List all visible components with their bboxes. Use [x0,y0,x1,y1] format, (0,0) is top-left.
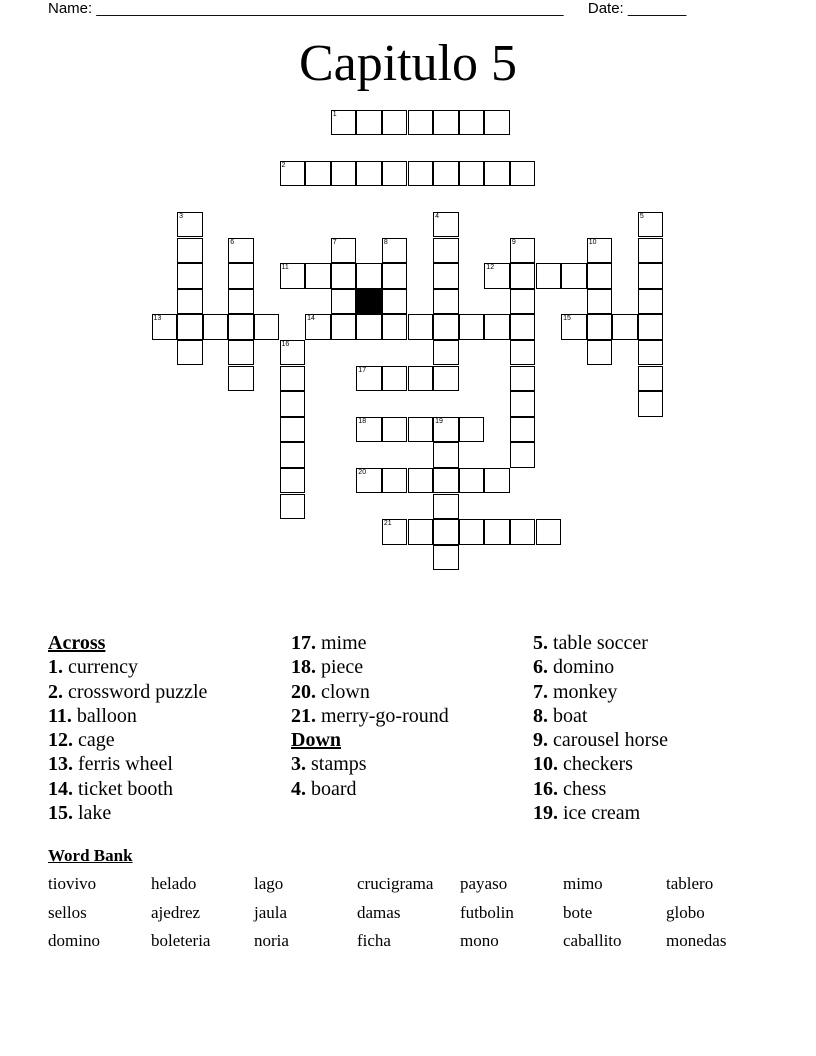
grid-cell[interactable] [177,340,203,366]
grid-cell[interactable] [177,263,203,289]
clue-number: 7. [533,680,548,703]
word-bank-word: mimo [563,874,603,893]
clue [291,704,449,728]
clue-text: merry-go-round [316,704,449,727]
clue-number: 6. [533,656,548,679]
grid-cell[interactable] [408,161,434,187]
clue-number: 4 [435,212,439,220]
clue-text: domino [548,656,615,679]
clue-number: 3 [179,212,183,220]
grid-cell[interactable] [484,110,510,136]
grid-cell[interactable] [510,340,536,366]
grid-cell[interactable] [433,366,459,392]
grid-cell[interactable] [433,417,459,443]
clue-text: monkey [548,680,618,703]
grid-cell[interactable] [203,314,229,340]
grid-cell[interactable] [356,468,382,494]
clue [533,704,668,728]
grid-cell[interactable] [459,417,485,443]
grid-cell[interactable] [433,340,459,366]
clue [533,801,668,825]
black-cell [356,289,382,315]
grid-cell[interactable] [484,314,510,340]
word-bank [48,874,768,960]
grid-cell[interactable] [177,212,203,238]
grid-cell[interactable] [484,263,510,289]
word-bank-word: noria [254,931,289,950]
grid-cell[interactable] [510,161,536,187]
clue-number: 1 [332,110,337,118]
grid-cell[interactable] [536,263,562,289]
clue-number: 11 [281,264,289,272]
grid-cell[interactable] [433,263,459,289]
grid-cell[interactable] [228,263,254,289]
clue-number: 8. [533,704,548,727]
grid-cell[interactable] [638,366,664,392]
clue-number: 11. [48,704,72,727]
clue-text: balloon [71,704,137,727]
word-bank-word: globo [666,902,705,922]
clue [291,680,449,704]
clue-text: crossword puzzle [63,680,208,703]
grid-cell[interactable] [382,366,408,392]
clue [48,655,207,679]
clue-number: 20 [358,468,367,476]
clue-number: 5. [533,632,548,654]
grid-cell[interactable] [510,442,536,468]
grid-cell[interactable] [177,289,203,315]
clue-column-2 [291,631,449,801]
clue-number: 19 [435,417,443,425]
clue-text: ferris wheel [73,753,173,776]
grid-cell[interactable] [177,238,203,264]
grid-cell[interactable] [152,314,178,340]
clue-number: 7 [332,238,337,246]
clue [533,752,668,776]
grid-cell[interactable] [638,212,664,238]
clue-number: 21. [291,704,316,727]
grid-cell[interactable] [587,263,613,289]
grid-cell[interactable] [561,314,587,340]
grid-cell[interactable] [280,468,306,494]
clue-column-1 [48,631,207,825]
grid-cell[interactable] [331,314,357,340]
clue-text: cage [73,729,115,752]
grid-cell[interactable] [382,519,408,545]
grid-cell[interactable] [484,519,510,545]
grid-cell[interactable] [382,417,408,443]
grid-cell[interactable] [408,110,434,136]
word-bank-row [48,903,768,932]
word-bank-word: monedas [666,931,727,950]
clue-number: 17. [291,632,316,654]
grid-cell[interactable] [510,391,536,417]
word-bank-word: caballito [563,931,622,950]
word-bank-word: boleteria [151,931,211,950]
grid-cell[interactable] [408,417,434,443]
grid-cell[interactable] [382,289,408,315]
clue-text: piece [316,656,364,679]
grid-cell[interactable] [561,263,587,289]
grid-cell[interactable] [433,212,459,238]
clue-text: carousel horse [548,729,668,752]
grid-cell[interactable] [356,417,382,443]
date-blank[interactable]: _______ [627,0,687,17]
clue [48,680,207,704]
grid-cell[interactable] [228,289,254,315]
grid-cell[interactable] [484,468,510,494]
grid-cell[interactable] [638,391,664,417]
grid-cell[interactable] [356,366,382,392]
word-bank-word: tiovivo [48,874,97,893]
word-bank-word: ajedrez [151,902,201,922]
word-bank-word: helado [151,874,197,893]
grid-cell[interactable] [280,340,306,366]
grid-cell[interactable] [459,468,485,494]
grid-cell[interactable] [433,494,459,520]
clue [291,655,449,679]
grid-cell[interactable] [408,314,434,340]
grid-cell[interactable] [433,519,459,545]
grid-cell[interactable] [433,545,459,571]
clue-number: 15. [48,802,73,825]
grid-cell[interactable] [382,161,408,187]
grid-cell[interactable] [280,366,306,392]
clue-text: table soccer [548,632,648,654]
grid-cell[interactable] [510,263,536,289]
grid-cell[interactable] [484,161,510,187]
clue-number: 14 [307,315,315,323]
word-bank-word: ficha [357,931,391,950]
grid-cell[interactable] [587,314,613,340]
grid-cell[interactable] [433,161,459,187]
grid-cell[interactable] [331,289,357,315]
clue-text: mime [316,632,367,654]
grid-cell[interactable] [228,340,254,366]
word-bank-row [48,874,768,903]
word-bank-word: bote [563,902,593,922]
clue [48,752,207,776]
grid-cell[interactable] [228,314,254,340]
grid-cell[interactable] [280,442,306,468]
clue-number: 16 [281,340,290,348]
clue-number: 12. [48,729,73,752]
grid-cell[interactable] [280,417,306,443]
page-title: Capitulo 5 [298,35,518,92]
grid-cell[interactable] [536,519,562,545]
clue-number: 4. [291,777,306,800]
clue-number: 10. [533,753,558,776]
grid-cell[interactable] [280,161,306,187]
clue-text: currency [63,656,138,679]
name-label: Name: [48,0,93,17]
grid-cell[interactable] [587,289,613,315]
grid-cell[interactable] [280,263,306,289]
grid-cell[interactable] [510,519,536,545]
clue-number: 13. [48,753,73,776]
down-heading: Down [291,729,342,752]
clue-number: 12 [486,264,495,272]
grid-cell[interactable] [305,161,331,187]
clue [291,631,449,655]
grid-cell[interactable] [638,314,664,340]
grid-cell[interactable] [510,238,536,264]
across-heading: Across [48,632,106,654]
grid-cell[interactable] [382,314,408,340]
grid-cell[interactable] [638,340,664,366]
grid-cell[interactable] [356,110,382,136]
clue-text: lake [73,802,112,825]
clue-text: ticket booth [73,777,173,800]
grid-cell[interactable] [433,238,459,264]
grid-cell[interactable] [331,238,357,264]
grid-cell[interactable] [356,314,382,340]
clue [533,680,668,704]
clue-text: board [306,777,357,800]
word-bank-word: crucigrama [357,874,434,893]
grid-cell[interactable] [382,110,408,136]
word-bank-word: domino [48,931,100,950]
grid-cell[interactable] [382,468,408,494]
clue-number: 14. [48,777,73,800]
clue [533,655,668,679]
word-bank-word: lago [254,874,284,893]
grid-cell[interactable] [382,263,408,289]
clue-text: ice cream [558,802,641,825]
clue-text: clown [316,680,370,703]
clue-column-3 [533,631,668,825]
grid-cell[interactable] [433,468,459,494]
grid-cell[interactable] [510,366,536,392]
grid-cell[interactable] [638,263,664,289]
grid-cell[interactable] [280,494,306,520]
grid-cell[interactable] [305,263,331,289]
grid-cell[interactable] [459,519,485,545]
clue [48,704,207,728]
grid-cell[interactable] [433,442,459,468]
clue [533,777,668,801]
grid-cell[interactable] [433,289,459,315]
clue [48,728,207,752]
clue-number: 16. [533,777,558,800]
grid-cell[interactable] [459,110,485,136]
grid-cell[interactable] [177,314,203,340]
word-bank-word: jaula [254,902,288,922]
word-bank-word: sellos [48,902,87,922]
grid-cell[interactable] [433,110,459,136]
grid-cell[interactable] [510,289,536,315]
grid-cell[interactable] [228,238,254,264]
clue-number: 15 [563,315,571,323]
clue [291,777,449,801]
grid-cell[interactable] [408,468,434,494]
grid-cell[interactable] [433,314,459,340]
grid-cell[interactable] [638,238,664,264]
word-bank-word: payaso [460,874,508,893]
clue-text: chess [558,777,607,800]
grid-cell[interactable] [331,263,357,289]
clue-text: boat [548,704,588,727]
word-bank-word: tablero [666,874,714,893]
word-bank-word: futbolin [460,902,514,922]
date-label: Date: [587,0,624,17]
clue-number: 9. [533,729,548,752]
grid-cell[interactable] [305,314,331,340]
grid-cell[interactable] [356,161,382,187]
grid-cell[interactable] [587,238,613,264]
word-bank-title: Word Bank [48,846,133,865]
word-bank-word: damas [357,902,401,922]
clue [533,631,668,655]
clue-number: 17 [358,366,367,374]
clue [533,728,668,752]
grid-cell[interactable] [587,340,613,366]
clue-text: checkers [558,753,633,776]
grid-cell[interactable] [408,519,434,545]
name-blank[interactable]: ________________________________________________________ [96,0,564,17]
word-bank-word: mono [460,931,499,950]
clue-number: 21 [383,520,392,528]
grid-cell[interactable] [280,391,306,417]
clue-number: 20. [291,680,316,703]
grid-cell[interactable] [331,161,357,187]
clue-number: 5 [639,212,644,220]
clue-number: 9 [511,238,516,246]
grid-cell[interactable] [638,289,664,315]
grid-cell[interactable] [228,366,254,392]
grid-cell[interactable] [356,263,382,289]
clue-number: 18. [291,656,316,679]
clue [291,752,449,776]
clue-number: 2. [48,680,63,703]
grid-cell[interactable] [459,314,485,340]
clue-number: 10 [588,238,597,246]
grid-cell[interactable] [459,161,485,187]
clue-number: 3. [291,753,306,776]
grid-cell[interactable] [382,238,408,264]
clue [48,801,207,825]
clue-number: 8 [383,238,388,246]
clue-number: 2 [281,161,286,169]
grid-cell[interactable] [510,417,536,443]
word-bank-row [48,931,768,960]
clue-number: 1. [48,656,63,679]
grid-cell[interactable] [510,314,536,340]
grid-cell[interactable] [254,314,280,340]
clue-text: stamps [306,753,367,776]
clue-number: 19. [533,802,558,825]
clue-number: 13 [153,315,162,323]
grid-cell[interactable] [408,366,434,392]
clue-number: 18 [358,417,367,425]
clue [48,777,207,801]
grid-cell[interactable] [612,314,638,340]
clue-number: 6 [230,238,235,246]
grid-cell[interactable] [331,110,357,136]
